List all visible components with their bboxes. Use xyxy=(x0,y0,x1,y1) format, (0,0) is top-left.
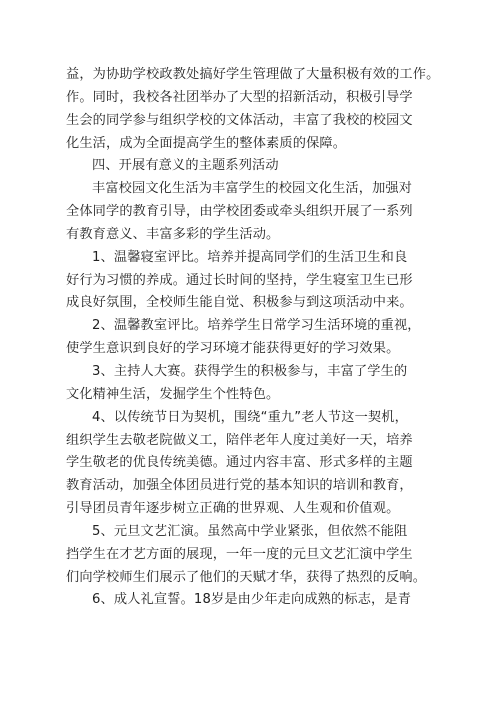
item-5-line-2: 挡学生在才艺方面的展现，一年一度的元旦文艺汇演中学生 xyxy=(66,546,413,562)
text-line-4: 化生活，成为全面提高学生的整体素质的保障。 xyxy=(66,135,347,151)
text-line-8: 有教育意义、丰富多彩的学生活动。 xyxy=(66,226,280,242)
item-1-line-1: 1、温馨寝室评比。培养并提高同学们的生活卫生和良 xyxy=(92,249,408,265)
item-3-line-1: 3、主持人大赛。获得学生的积极参与，丰富了学生的 xyxy=(92,363,408,379)
item-2-line-2: 使学生意识到良好的学习环境才能获得更好的学习效果。 xyxy=(66,341,400,357)
item-4-line-4: 教育活动，加强全体团员进行党的基本知识的培训和教育， xyxy=(66,478,413,494)
text-line-6: 丰富校园文化生活为丰富学生的校园文化生活，加强对 xyxy=(92,181,413,197)
section-heading: 四、开展有意义的主题系列活动 xyxy=(92,158,279,174)
item-1-line-3: 成良好氛围，全校师生能自觉、积极参与到这项活动中来。 xyxy=(66,295,413,311)
item-4-line-3: 学生敬老的优良传统美德。通过内容丰富、形式多样的主题 xyxy=(66,455,413,471)
item-5-line-3: 们向学校师生们展示了他们的天赋才华，获得了热烈的反响。 xyxy=(66,569,427,585)
item-5-line-1: 5、元旦文艺汇演。虽然高中学业紧张，但依然不能阻 xyxy=(92,523,408,539)
item-4-line-1: 4、以传统节日为契机，围绕“重九”老人节这一契机， xyxy=(92,409,408,425)
text-line-3: 生会的同学参与组织学校的文体活动，丰富了我校的校园文 xyxy=(66,112,413,128)
item-4-line-2: 组织学生去敬老院做义工，陪伴老年人度过美好一天，培养 xyxy=(66,432,413,448)
item-2-line-1: 2、温馨教室评比。培养学生日常学习生活环境的重视， xyxy=(92,318,421,334)
text-line-7: 全体同学的教育引导，由学校团委或牵头组织开展了一系列 xyxy=(66,204,413,220)
item-6-line-1: 6、成人礼宣誓。18岁是由少年走向成熟的标志，是青 xyxy=(92,592,412,608)
item-1-line-2: 好行为习惯的养成。通过长时间的坚持，学生寝室卫生已形 xyxy=(66,272,413,288)
item-4-line-5: 引导团员青年逐步树立正确的世界观、人生观和价值观。 xyxy=(66,501,400,517)
document-body xyxy=(66,64,440,612)
text-line-1: 益，为协助学校政教处搞好学生管理做了大量积极有效的工作。 xyxy=(66,67,440,82)
item-3-line-2: 文化精神生活，发掘学生个性特色。 xyxy=(66,386,280,402)
text-line-2: 作。同时，我校各社团举办了大型的招新活动，积极引导学 xyxy=(66,89,413,105)
